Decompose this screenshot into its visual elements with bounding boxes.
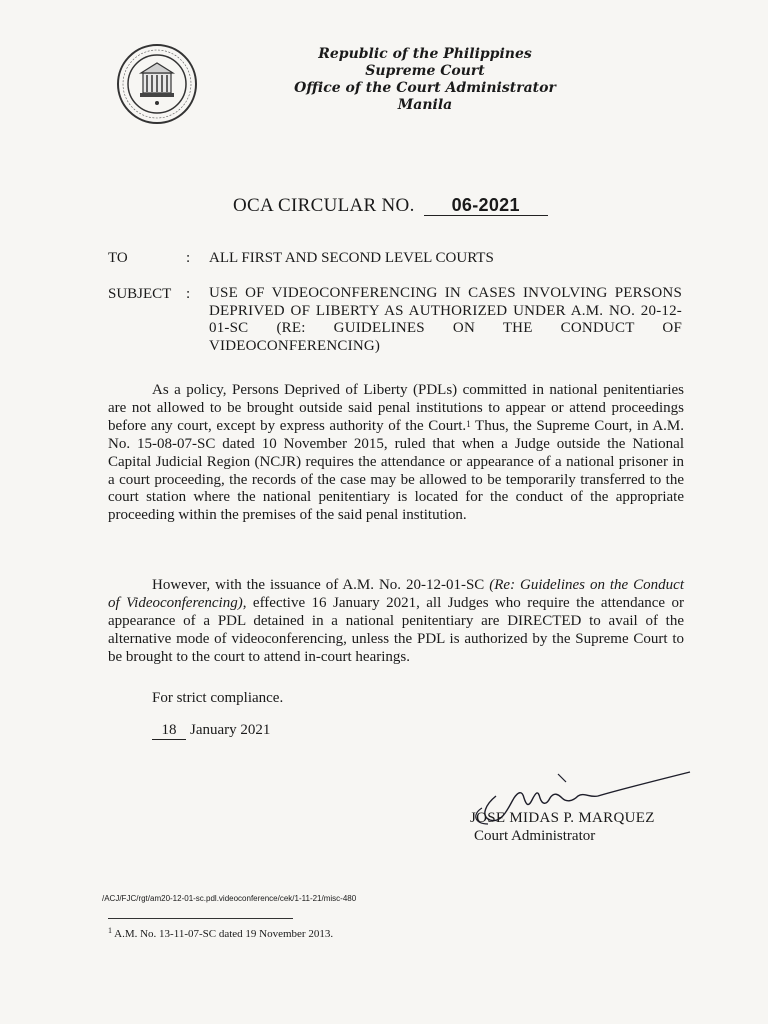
subject-value: USE OF VIDEOCONFERENCING IN CASES INVOLVING PERSONS DEPRIVED OF LIBERTY AS AUTHORIZED UNDER A.M. NO. 20-12-01-SC (RE: GUIDELINES ON THE CONDUCT OF VIDEOCONFERENCING)	[209, 285, 682, 354]
letterhead-republic: Republic of the Philippines	[318, 46, 532, 62]
footnote	[108, 928, 333, 940]
footnote-divider	[108, 918, 293, 919]
signatory-name: JOSE MIDAS P. MARQUEZ	[470, 810, 655, 826]
p2-text-a: However, with the issuance of A.M. No. 20-12-01-SC	[152, 577, 490, 593]
letterhead-city: Manila	[397, 97, 453, 113]
p2-directed: DIRECTED	[507, 612, 582, 629]
subject-colon: :	[186, 286, 191, 302]
circular-title-label: OCA CIRCULAR NO.	[233, 195, 415, 216]
to-colon: :	[186, 250, 191, 266]
file-reference: /ACJ/FJC/rgt/am20-12-01-sc.pdl.videoconference/cek/1-11-21/misc-480	[102, 894, 357, 903]
to-value: ALL FIRST AND SECOND LEVEL COURTS	[209, 250, 494, 266]
p2-italic-title: (Re: Guidelines on the Conduct of Videoconferencing)	[108, 577, 684, 611]
p1-text-b: Thus, the Supreme Court, in A.M. No. 15-08-07-SC dated 10 November 2015, ruled that when a Judge outside the National Capital Judicial Region (NCJR) requires the attendance or appearance of a national prisoner in a court proceeding, the records of the case may be allowed to be temporarily transferred to the court station where the national penitentiary is located for the conduct of the appropriate proceeding within the premises of the said penal institution.	[108, 417, 684, 524]
footnote-ref: 1	[466, 418, 471, 429]
body-paragraph-2	[108, 577, 684, 667]
signatory-title: Court Administrator	[474, 828, 596, 844]
p2-text-c: to avail of the alternative mode of videoconferencing, unless the PDL is authorized by the Supreme Court to be brought to the court to attend in-court hearings.	[108, 612, 685, 665]
subject-label: SUBJECT	[108, 286, 172, 302]
issue-date	[152, 722, 270, 740]
issue-month-year: January 2021	[190, 722, 271, 738]
body-paragraph-1	[108, 382, 684, 525]
footnote-mark: 1	[108, 926, 112, 935]
issue-day: 18	[152, 722, 186, 740]
compliance-line: For strict compliance.	[152, 690, 284, 706]
supreme-court-seal-icon	[116, 43, 198, 125]
letterhead	[260, 46, 590, 114]
circular-number: 06-2021	[424, 195, 548, 216]
letterhead-office: Office of the Court Administrator	[294, 80, 556, 96]
p1-text-a: As a policy, Persons Deprived of Liberty (PDLs) committed in national penitentiaries are not allowed to be brought outside said penal institutions to appear or attend proceedings before any court, except by express authority of the Court.	[108, 382, 684, 434]
footnote-text: A.M. No. 13-11-07-SC dated 19 November 2013.	[112, 928, 334, 940]
to-label: TO	[108, 250, 128, 266]
circular-title	[233, 195, 548, 217]
letterhead-supreme-court: Supreme Court	[365, 63, 485, 79]
p2-text-b: , effective 16 January 2021, all Judges who require the attendance or appearance of a PDL detained in a national penitentiary are	[108, 594, 684, 629]
